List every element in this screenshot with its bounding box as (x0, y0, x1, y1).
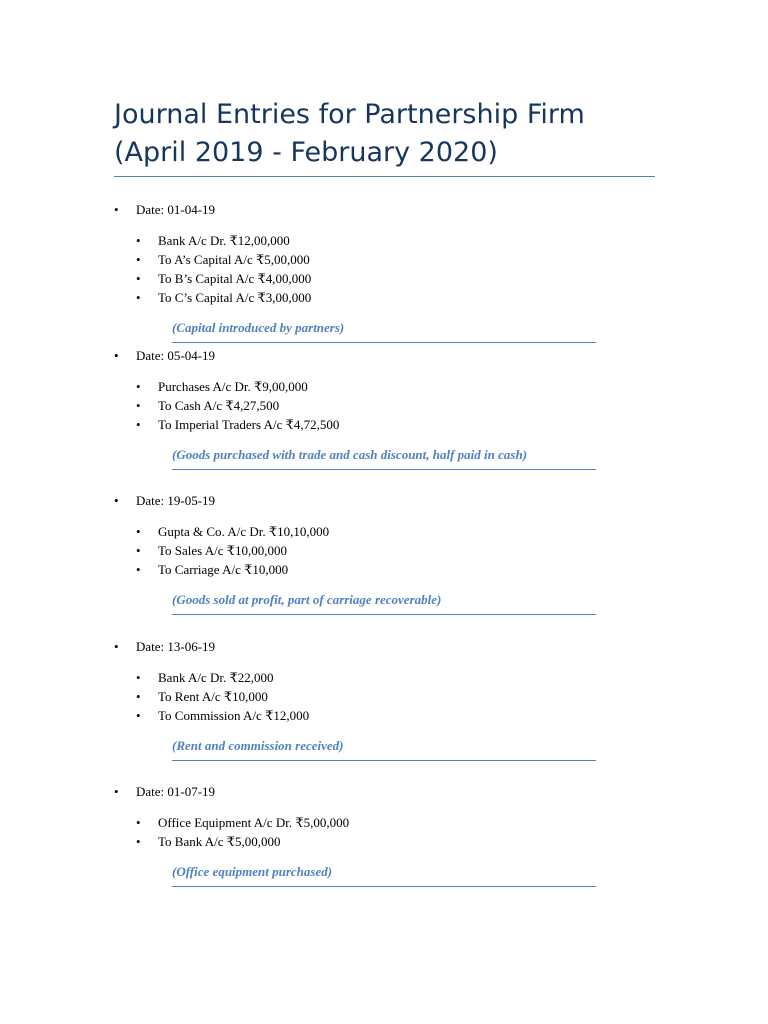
journal-entries (0, 200, 768, 928)
entry-line-text: To Cash A/c ₹4,27,500 (158, 397, 280, 413)
entry-line-text: To B’s Capital A/c ₹4,00,000 (158, 271, 312, 286)
entry-date: Date: 01-07-19 (136, 784, 216, 799)
document-title (114, 96, 655, 177)
journal-entry (0, 491, 768, 637)
bullet-icon: • (136, 416, 141, 432)
bullet-icon: • (114, 784, 119, 799)
entry-line-text: Bank A/c Dr. ₹12,00,000 (158, 233, 290, 248)
journal-entry (0, 200, 768, 346)
bullet-icon: • (114, 347, 119, 363)
entry-line-text: To Imperial Traders A/c ₹4,72,500 (158, 416, 340, 432)
bullet-icon: • (136, 378, 141, 394)
entry-line-text: Gupta & Co. A/c Dr. ₹10,10,000 (158, 524, 330, 539)
bullet-icon: • (136, 543, 141, 558)
bullet-icon: • (114, 493, 119, 508)
bullet-icon: • (136, 271, 141, 286)
entry-line-text: Bank A/c Dr. ₹22,000 (158, 669, 274, 685)
entry-line-text: To A’s Capital A/c ₹5,00,000 (158, 252, 310, 267)
entry-line-text: Purchases A/c Dr. ₹9,00,000 (158, 378, 308, 394)
bullet-icon: • (136, 688, 141, 704)
bullet-icon: • (136, 397, 141, 413)
entry-line-text: To Commission A/c ₹12,000 (158, 707, 310, 723)
entry-line-text: To Rent A/c ₹10,000 (158, 688, 268, 704)
entry-line-text: To Sales A/c ₹10,00,000 (158, 543, 288, 558)
bullet-icon: • (136, 669, 141, 685)
bullet-icon: • (136, 290, 141, 305)
bullet-icon: • (136, 233, 141, 248)
entry-narration: (Goods sold at profit, part of carriage recoverable) (172, 591, 596, 615)
bullet-icon: • (136, 524, 141, 539)
entry-narration: (Goods purchased with trade and cash discount, half paid in cash) (172, 446, 596, 470)
bullet-icon: • (136, 834, 141, 849)
entry-date: Date: 05-04-19 (136, 347, 216, 363)
bullet-icon: • (114, 202, 119, 217)
entry-line-text: To Bank A/c ₹5,00,000 (158, 834, 281, 849)
bullet-icon: • (136, 252, 141, 267)
entry-narration: (Capital introduced by partners) (172, 319, 596, 343)
journal-entry (0, 346, 768, 492)
bullet-icon: • (136, 707, 141, 723)
entry-date: Date: 19-05-19 (136, 493, 216, 508)
journal-entry (0, 637, 768, 783)
bullet-icon: • (114, 638, 119, 654)
entry-narration: (Office equipment purchased) (172, 863, 596, 887)
bullet-icon: • (136, 562, 141, 577)
entry-line-text: To Carriage A/c ₹10,000 (158, 562, 289, 577)
entry-line-text: To C’s Capital A/c ₹3,00,000 (158, 290, 312, 305)
entry-date: Date: 13-06-19 (136, 638, 216, 654)
title-line-2: (April 2019 - February 2020) (114, 137, 498, 168)
entry-line-text: Office Equipment A/c Dr. ₹5,00,000 (158, 815, 350, 830)
title-line-1: Journal Entries for Partnership Firm (114, 99, 585, 130)
entry-narration: (Rent and commission received) (172, 737, 596, 761)
bullet-icon: • (136, 815, 141, 830)
journal-entry (0, 782, 768, 928)
entry-date: Date: 01-04-19 (136, 202, 216, 217)
